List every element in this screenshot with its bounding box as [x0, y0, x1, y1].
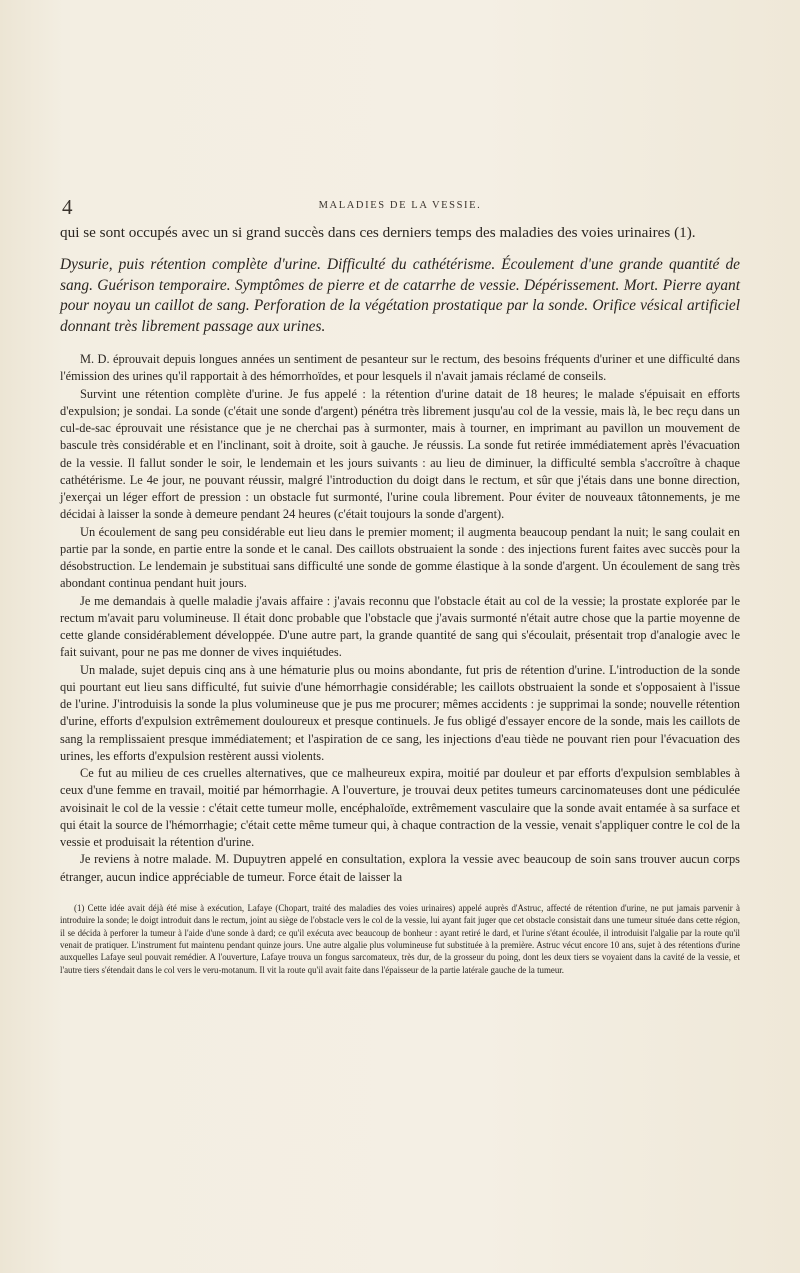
body-paragraph: Un malade, sujet depuis cinq ans à une hématurie plus ou moins abondante, fut pris de rétention d'urine. L'introduction de la sonde qui pourtant eut lieu sans difficulté, fut suivie d'une hémorrhagie considérable; les caillots obstruaient la sonde et s'opposaient à l'issue de l'urine. J'introduisis la sonde la plus volumineuse que je pus me procurer; mêmes accidents : je supprimai la sonde; nouvelle rétention d'urine, efforts d'expulsion extrêmement douloureux et presque continuels. Je fus obligé d'essayer encore de la sonde, mais les caillots de sang la remplissaient presque immédiatement; et l'aspiration de ce sang, les injections d'eau tiède ne pouvant rien pour l'évacuation des urines, les efforts d'expulsion restèrent aussi violents.: [60, 662, 740, 763]
case-title: Dysurie, puis rétention complète d'urine. Difficulté du cathétérisme. Écoulement d'une grande quantité de sang. Guérison temporaire. Symptômes de pierre et de catarrhe de vessie. Dépérissement. Mort. Pierre ayant pour noyau un caillot de sang. Perforation de la végétation prostatique par la sonde. Orifice vésical artificiel donnant très librement passage aux urines.: [60, 256, 740, 335]
page-body: [60, 222, 740, 985]
running-title: MALADIES DE LA VESSIE.: [318, 200, 482, 211]
footnote: (1) Cette idée avait déjà été mise à exécution, Lafaye (Chopart, traité des maladies des voies urinaires) appelé auprès d'Astruc, affecté de rétention d'urine, ne put jamais parvenir à introduire la sonde; le doigt introduit dans le rectum, joint au siège de l'obstacle vers le col de la vessie, lui ayant fait juger que cet obstacle consistait dans une tumeur située dans cette région, il se décida à perforer la tumeur à l'aide d'une sonde à dard; ce qu'il exécuta avec beaucoup de bonheur : ayant retiré le dard, et l'urine s'étant écoulée, il introduisit l'algalie par la route qu'il venait de pratiquer. L'instrument fut maintenu pendant quinze jours. Une autre algalie plus volumineuse fut substituée à la première. Astruc vécut encore 10 ans, sujet à des rétentions d'urine auxquelles Lafaye seul pouvait remédier. A l'ouverture, Lafaye trouva un fongus sarcomateux, très dur, de la grosseur du poing, dont les deux tiers se voyaient dans la cavité de la vessie, et l'autre tiers s'étendait dans le col vers le veru-motanum. Il vit la route qu'il avait faite dans l'épaisseur de la partie latérale gauche de la tumeur.: [60, 902, 740, 975]
body-paragraph: Je me demandais à quelle maladie j'avais affaire : j'avais reconnu que l'obstacle était au col de la vessie; la prostate explorée par le rectum m'avait paru volumineuse. Il était donc probable que l'obstacle que j'avais surmonté n'était autre chose que la partie moyenne de cette glande considérablement développée. D'une autre part, la grande quantité de sang qui s'écoulait, présentait trop d'analogie avec le fait suivant, pour ne pas me donner de vives inquiétudes.: [60, 593, 740, 660]
intro-text: qui se sont occupés avec un si grand succès dans ces derniers temps des maladies des voies urinaires (1).: [60, 224, 696, 241]
body-paragraph: Ce fut au milieu de ces cruelles alternatives, que ce malheureux expira, moitié par douleur et par efforts d'expulsion semblables à ceux d'une femme en travail, moitié par hémorrhagie. A l'ouverture, je trouvai deux petites tumeurs carcinomateuses dont une pédiculée avoisinait le col de la vessie : c'était cette tumeur molle, encéphaloïde, extrêmement vasculaire que la sonde avait entamée à sa surface et qui était la source de l'hémorrhagie; c'était cette même tumeur qui, à chaque contraction de la vessie, venait s'appliquer contre le col de la vessie et produisait la rétention d'urine.: [60, 766, 740, 849]
body-paragraph: Je reviens à notre malade. M. Dupuytren appelé en consultation, explora la vessie avec beaucoup de soin sans trouver aucun corps étranger, aucun indice appréciable de tumeur. Force était de laisser la: [60, 852, 740, 884]
body-paragraph: M. D. éprouvait depuis longues années un sentiment de pesanteur sur le rectum, des besoins fréquents d'uriner et une difficulté dans l'émission des urines qu'il rapportait à des hémorrhoïdes, et pour lesquels il n'avait jamais réclamé de conseils.: [60, 352, 740, 384]
page-number: 4: [62, 195, 73, 219]
body-paragraph: Survint une rétention complète d'urine. Je fus appelé : la rétention d'urine datait de 18 heures; le malade s'épuisait en efforts d'expulsion; je sondai. La sonde (c'était une sonde d'argent) pénétra très librement jusqu'au col de la vessie, mais là, le bec reçu dans un cul-de-sac éprouvait une résistance que je ne cherchai pas à surmonter, mais à tourner, en imprimant au pavillon un mouvement de bascule très considérable et en l'inclinant, soit à droite, soit à gauche. Je réussis. La sonde fut retirée immédiatement après l'évacuation de la vessie. Il fallut sonder le soir, le lendemain et les jours suivants : au lieu de diminuer, la difficulté sembla s'accroître à chaque cathétérisme. Le 4e jour, ne pouvant réussir, malgré l'introduction du doigt dans le rectum, et sûr que j'étais dans une bonne direction, j'exerçai un léger effort de pression : un obstacle fut surmonté, l'urine coula librement. Pour éviter de nouveaux tâtonnements, je me décidai à laisser la sonde à demeure pendant 24 heures (c'était toujours la sonde d'argent).: [60, 386, 740, 522]
body-paragraph: Un écoulement de sang peu considérable eut lieu dans le premier moment; il augmenta beaucoup pendant la nuit; le sang coulait en partie par la sonde, en partie entre la sonde et le canal. Des caillots obstruaient la sonde : des injections furent faites avec succès pour la désobstruction. Le lendemain je substituai sans difficulté une sonde de gomme élastique à la sonde d'argent. Un écoulement de sang très abondant continua pendant huit jours.: [60, 524, 740, 591]
